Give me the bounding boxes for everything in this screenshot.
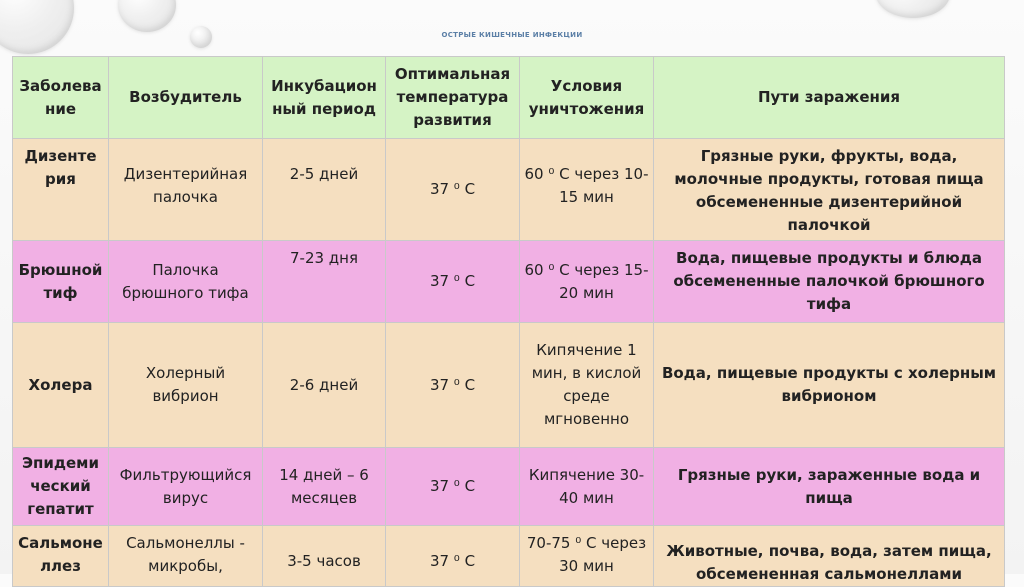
header-transmission: Пути заражения [654,57,1005,139]
incubation-cell: 2-6 дней [263,323,386,448]
table-row [13,323,1005,448]
temperature-cell: 37 ⁰ С [386,241,520,323]
table-row [13,139,1005,241]
header-destruction: Условия уничтожения [520,57,654,139]
infections-table [12,56,1005,587]
transmission-cell: Вода, пищевые продукты и блюда обсемененные палочкой брюшного тифа [654,241,1005,323]
agent-cell: Палочка брюшного тифа [109,241,263,323]
destruction-cell: 70-75 ⁰ С через 30 мин [520,526,654,587]
destruction-cell: Кипячение 1 мин, в кислой среде мгновенно [520,323,654,448]
temperature-cell: 37 ⁰ С [386,526,520,587]
disease-cell: Сальмоне ллез [13,526,109,587]
water-drop-decoration [0,0,74,54]
agent-cell: Сальмонеллы - микробы, [109,526,263,587]
disease-cell: Эпидеми ческий гепатит [13,448,109,526]
temperature-cell: 37 ⁰ С [386,448,520,526]
transmission-cell: Грязные руки, фрукты, вода, молочные продукты, готовая пища обсемененные дизентерийной палочкой [654,139,1005,241]
water-drop-decoration [876,0,950,18]
transmission-cell: Грязные руки, зараженные вода и пища [654,448,1005,526]
header-row [13,57,1005,139]
incubation-cell: 7-23 дня [263,241,386,323]
header-agent: Возбудитель [109,57,263,139]
transmission-cell: Животные, почва, вода, затем пища, обсемененная сальмонеллами [654,526,1005,587]
destruction-cell: 60 ⁰ С через 10-15 мин [520,139,654,241]
header-incubation: Инкубацион ный период [263,57,386,139]
temperature-cell: 37 ⁰ С [386,323,520,448]
incubation-cell: 2-5 дней [263,139,386,241]
destruction-cell: 60 ⁰ С через 15-20 мин [520,241,654,323]
table-row [13,448,1005,526]
destruction-cell: Кипячение 30-40 мин [520,448,654,526]
slide-title: ОСТРЫЕ КИШЕЧНЫЕ ИНФЕКЦИИ [441,31,583,39]
disease-cell: Холера [13,323,109,448]
disease-cell: Дизенте рия [13,139,109,241]
water-drop-decoration [118,0,176,32]
temperature-cell: 37 ⁰ С [386,139,520,241]
header-disease: Заболева ние [13,57,109,139]
incubation-cell: 3-5 часов [263,526,386,587]
table-row [13,526,1005,587]
disease-cell: Брюшной тиф [13,241,109,323]
agent-cell: Холерный вибрион [109,323,263,448]
transmission-cell: Вода, пищевые продукты с холерным вибрионом [654,323,1005,448]
table-row [13,241,1005,323]
header-temperature: Оптимальная температура развития [386,57,520,139]
agent-cell: Фильтрующийся вирус [109,448,263,526]
incubation-cell: 14 дней – 6 месяцев [263,448,386,526]
agent-cell: Дизентерийная палочка [109,139,263,241]
